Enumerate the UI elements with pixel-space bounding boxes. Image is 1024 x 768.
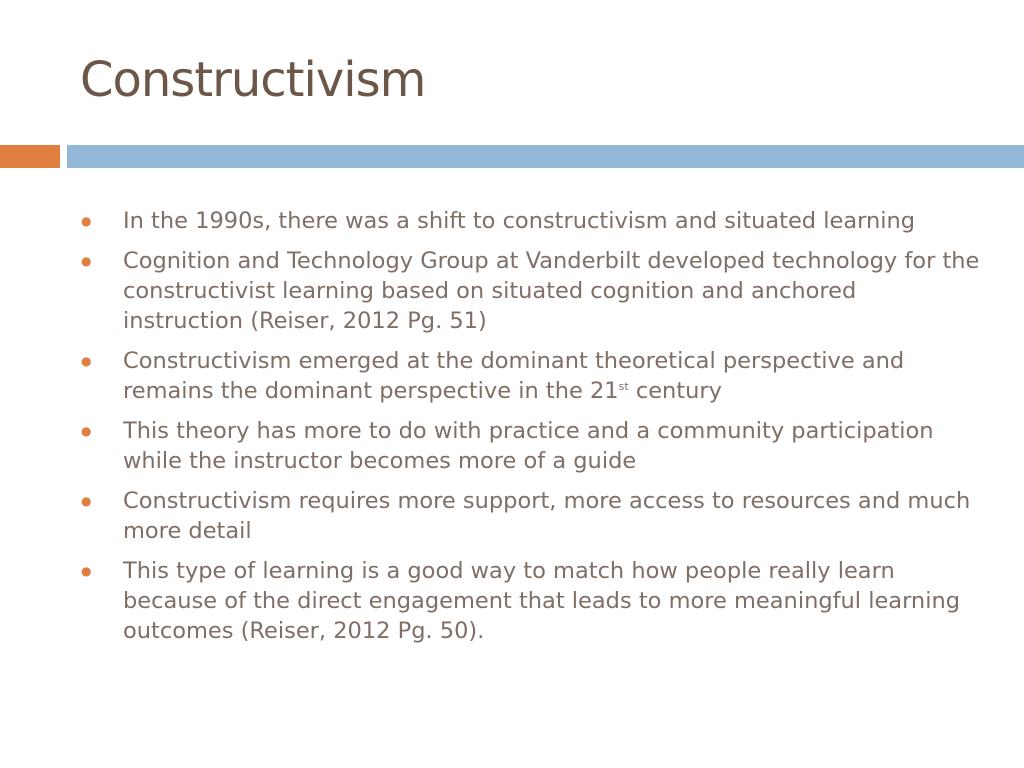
- bullet-item: [80, 416, 980, 476]
- slide-title: Constructivism: [80, 52, 426, 108]
- bullet-item: [80, 206, 980, 236]
- bullet-text-after: century: [628, 378, 722, 404]
- bullet-text: [123, 348, 904, 404]
- bullet-item: [80, 486, 980, 546]
- accent-bar: [0, 145, 60, 168]
- bullet-dot-icon: ●: [81, 214, 92, 228]
- bullet-item: [80, 246, 980, 336]
- bullet-item: [80, 556, 980, 646]
- title-underline-bar: [67, 145, 1024, 168]
- bullet-text: In the 1990s, there was a shift to constructivism and situated learning: [123, 208, 916, 234]
- bullet-dot-icon: ●: [81, 354, 92, 368]
- bullet-text: Cognition and Technology Group at Vanderbilt developed technology for the constructivist learning based on situated cognition and anchored instruction (Reiser, 2012 Pg. 51): [123, 248, 980, 334]
- bullet-dot-icon: ●: [81, 494, 92, 508]
- bullet-text: Constructivism requires more support, more access to resources and much more detail: [123, 488, 971, 544]
- bullet-text-before: Constructivism emerged at the dominant theoretical perspective and remains the dominant perspective in the 21: [123, 348, 905, 404]
- bullet-dot-icon: ●: [81, 564, 92, 578]
- bullet-dot-icon: ●: [81, 424, 92, 438]
- bullet-list: [80, 206, 980, 656]
- bullet-dot-icon: ●: [81, 254, 92, 268]
- bullet-item: [80, 346, 980, 406]
- bullet-text: This type of learning is a good way to match how people really learn because of the direct engagement that leads to more meaningful learning outcomes (Reiser, 2012 Pg. 50).: [123, 558, 960, 644]
- bullet-text: This theory has more to do with practice and a community participation while the instructor becomes more of a guide: [123, 418, 934, 474]
- ordinal-superscript: st: [618, 380, 629, 393]
